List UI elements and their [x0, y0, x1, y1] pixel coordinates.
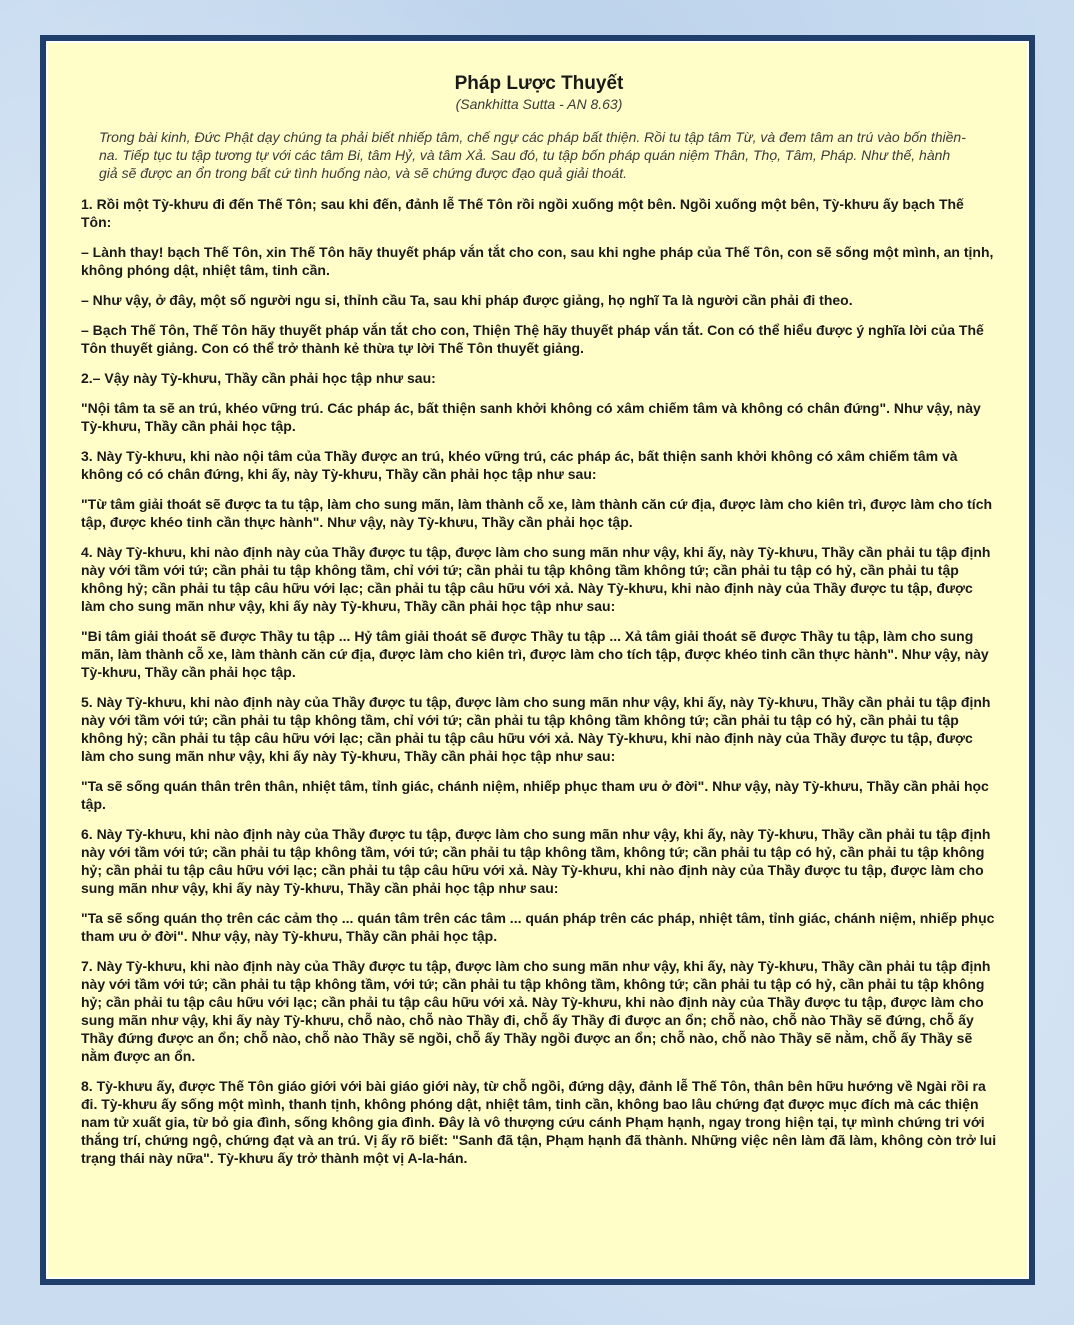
- page-subtitle: (Sankhitta Sutta - AN 8.63): [455, 96, 623, 112]
- paragraph: – Bạch Thế Tôn, Thế Tôn hãy thuyết pháp vắn tắt cho con, Thiện Thệ hãy thuyết pháp vắn tắt. Con có thể hiểu được ý nghĩa lời của Thế Tôn thuyết giảng. Con có thể trở thành kẻ thừa tự lời Thế Tôn thuyết giảng.: [81, 322, 984, 356]
- summary-text: Trong bài kinh, Đức Phật dạy chúng ta phải biết nhiếp tâm, chế ngự các pháp bất thiện. Rồi tu tập tâm Từ, và đem tâm an trú vào bốn thiền-na. Tiếp tục tu tập tương tự với các tâm Bi, tâm Hỷ, và tâm Xả. Sau đó, tu tập bốn pháp quán niệm Thân, Thọ, Tâm, Pháp. Như thế, hành giả sẽ được an ổn trong bất cứ tình huống nào, và sẽ chứng được đạo quả giải thoát.: [99, 129, 966, 181]
- paragraph: 6. Này Tỳ-khưu, khi nào định này của Thầy được tu tập, được làm cho sung mãn như vậy, khi ấy, này Tỳ-khưu, Thầy cần phải tu tập định này với tầm với tứ; cần phải tu tập không tầm, với tứ; cần phải tu tập không tầm, không tứ; cần phải tu tập có hỷ, cần phải tu tập không hỷ; cần phải tu tập câu hữu với lạc; cần phải tu tập câu hữu với xả. Này Tỳ-khưu, khi nào định này của Thầy được tu tập, được làm cho sung mãn như vậy, khi ấy này Tỳ-khưu, Thầy cần phải học tập như sau:: [81, 826, 991, 896]
- paragraph: 4. Này Tỳ-khưu, khi nào định này của Thầy được tu tập, được làm cho sung mãn như vậy, khi ấy, này Tỳ-khưu, Thầy cần phải tu tập định này với tầm với tứ; cần phải tu tập không tầm, chỉ với tứ; cần phải tu tập không tầm không tứ; cần phải tu tập có hỷ, cần phải tu tập không hỷ; cần phải tu tập câu hữu với lạc; cần phải tu tập câu hữu với xả. Này Tỳ-khưu, khi nào định này của Thầy được tu tập, được làm cho sung mãn như vậy, khi ấy này Tỳ-khưu, Thầy cần phải học tập như sau:: [81, 544, 991, 614]
- paragraph: 3. Này Tỳ-khưu, khi nào nội tâm của Thầy được an trú, khéo vững trú, các pháp ác, bất thiện sanh khởi không có xâm chiếm tâm và không có có chân đứng, khi ấy, này Tỳ-khưu, Thầy cần phải học tập như sau:: [81, 448, 958, 482]
- content-panel: [46, 41, 1029, 1279]
- paragraph: "Bi tâm giải thoát sẽ được Thầy tu tập ... Hỷ tâm giải thoát sẽ được Thầy tu tập ... Xả tâm giải thoát sẽ được Thầy tu tập, làm cho sung mãn, làm thành cỗ xe, làm thành căn cứ địa, được làm cho kiên trì, được làm cho tích tập, được khéo tinh cần thực hành". Như vậy, này Tỳ-khưu, Thầy cần phải học tập.: [81, 628, 989, 680]
- paragraph: 1. Rồi một Tỳ-khưu đi đến Thế Tôn; sau khi đến, đảnh lễ Thế Tôn rồi ngồi xuống một bên. Ngồi xuống một bên, Tỳ-khưu ấy bạch Thế Tôn:: [81, 196, 964, 230]
- paragraph: 8. Tỳ-khưu ấy, được Thế Tôn giáo giới với bài giáo giới này, từ chỗ ngồi, đứng dậy, đảnh lễ Thế Tôn, thân bên hữu hướng về Ngài rồi ra đi. Tỳ-khưu ấy sống một mình, thanh tịnh, không phóng dật, nhiệt tâm, tinh cần, không bao lâu chứng đạt được mục đích mà các thiện nam tử xuất gia, từ bỏ gia đình, sống không gia đình. Đây là vô thượng cứu cánh Phạm hạnh, ngay trong hiện tại, tự mình chứng tri với thắng trí, chứng ngộ, chứng đạt và an trú. Vị ấy rõ biết: "Sanh đã tận, Phạm hạnh đã thành. Những việc nên làm đã làm, không còn trở lui trạng thái này nữa". Tỳ-khưu ấy trở thành một vị A-la-hán.: [81, 1078, 997, 1166]
- paragraph: 5. Này Tỳ-khưu, khi nào định này của Thầy được tu tập, được làm cho sung mãn như vậy, khi ấy, này Tỳ-khưu, Thầy cần phải tu tập định này với tầm với tứ; cần phải tu tập không tầm, chỉ với tứ; cần phải tu tập không tầm không tứ; cần phải tu tập có hỷ, cần phải tu tập không hỷ; cần phải tu tập câu hữu với lạc; cần phải tu tập câu hữu với xả. Này Tỳ-khưu, khi nào định này của Thầy được tu tập, được làm cho sung mãn như vậy, khi ấy này Tỳ-khưu, Thầy cần phải học tập như sau:: [81, 694, 991, 764]
- sutta-body: [81, 195, 997, 1167]
- paragraph: "Từ tâm giải thoát sẽ được ta tu tập, làm cho sung mãn, làm thành cỗ xe, làm thành căn cứ địa, được làm cho kiên trì, được làm cho tích tập, được khéo tinh cần thực hành". Như vậy, này Tỳ-khưu, Thầy cần phải học tập.: [81, 496, 993, 530]
- paragraph: "Nội tâm ta sẽ an trú, khéo vững trú. Các pháp ác, bất thiện sanh khởi không có xâm chiếm tâm và không có chân đứng". Như vậy, này Tỳ-khưu, Thầy cần phải học tập.: [81, 400, 981, 434]
- paragraph: – Lành thay! bạch Thế Tôn, xin Thế Tôn hãy thuyết pháp vắn tắt cho con, sau khi nghe pháp của Thế Tôn, con sẽ sống một mình, an tịnh, không phóng dật, nhiệt tâm, tinh cần.: [81, 244, 994, 278]
- paragraph: "Ta sẽ sống quán thân trên thân, nhiệt tâm, tỉnh giác, chánh niệm, nhiếp phục tham ưu ở đời". Như vậy, này Tỳ-khưu, Thầy cần phải học tập.: [81, 778, 989, 812]
- paragraph: "Ta sẽ sống quán thọ trên các cảm thọ ... quán tâm trên các tâm ... quán pháp trên các pháp, nhiệt tâm, tỉnh giác, chánh niệm, nhiếp phục tham ưu ở đời". Như vậy, này Tỳ-khưu, Thầy cần phải học tập.: [81, 910, 995, 944]
- paragraph: – Như vậy, ở đây, một số người ngu si, thỉnh cầu Ta, sau khi pháp được giảng, họ nghĩ Ta là người cần phải đi theo.: [81, 292, 853, 308]
- page-frame: [40, 35, 1035, 1285]
- paragraph: 7. Này Tỳ-khưu, khi nào định này của Thầy được tu tập, được làm cho sung mãn như vậy, khi ấy, này Tỳ-khưu, Thầy cần phải tu tập định này với tầm với tứ; cần phải tu tập không tầm, với tứ; cần phải tu tập không tầm, không tứ; cần phải tu tập có hỷ, cần phải tu tập không hỷ; cần phải tu tập câu hữu với lạc; cần phải tu tập câu hữu với xả. Này Tỳ-khưu, khi nào định này của Thầy được tu tập, được làm cho sung mãn như vậy, khi ấy này Tỳ-khưu, chỗ nào, chỗ nào Thầy đi, chỗ ấy Thầy đi được an ổn; chỗ nào, chỗ nào Thầy sẽ đứng, chỗ ấy Thầy đứng được an ổn; chỗ nào, chỗ nào Thầy sẽ ngồi, chỗ ấy Thầy ngồi được an ổn; chỗ nào, chỗ nào Thầy sẽ nằm, chỗ ấy Thầy sẽ nằm được an ổn.: [81, 958, 991, 1064]
- paragraph: 2.– Vậy này Tỳ-khưu, Thầy cần phải học tập như sau:: [81, 370, 436, 386]
- page-title: Pháp Lược Thuyết: [454, 73, 624, 94]
